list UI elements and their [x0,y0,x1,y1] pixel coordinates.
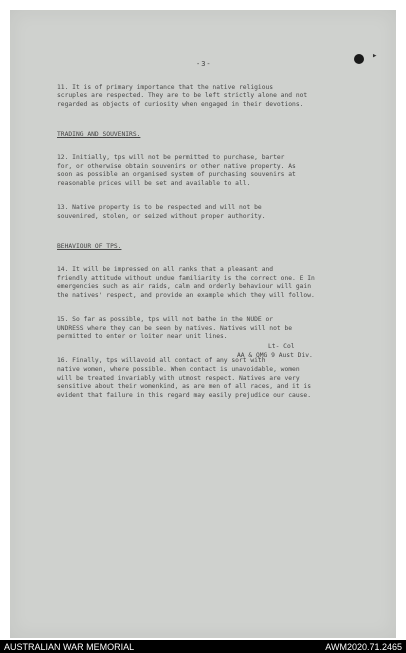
section-heading-behaviour: BEHAVIOUR OF TPS. [57,242,122,250]
footer-institution: AUSTRALIAN WAR MEMORIAL [4,641,135,652]
footer-bar [0,640,406,653]
document-page [10,10,396,638]
paragraph-11: 11. It is of primary importance that the native religious scruples are respected. They are to be left strictly alone and not regarded as objects of curiosity when engaged in their devotions. [57,83,308,108]
paragraph-16: 16. Finally, tps willavoid all contact of any sort with native women, where possible. When contact is unavoidable, women will be treated invariably with utmost respect. Natives are very sensitive about their womenkind, as are men of all races, and it is evident that failure in this regard may easily prejudice our cause. [57,357,312,399]
paragraph-13: 13. Native property is to be respected and will not be souvenired, stolen, or seized without proper authority. [57,204,266,220]
footer-reference: AWM2020.71.2465 [325,641,402,652]
page-number: -3- [196,60,212,68]
section-heading-trading: TRADING AND SOUVENIRS. [57,130,141,138]
signature-title: AA & QMG 9 Aust Div. [237,352,313,359]
document-body [57,75,375,416]
signature-rank: Lt- Col [268,343,295,350]
punch-hole [354,54,364,64]
paragraph-14: 14. It will be impressed on all ranks that a pleasant and friendly attitude without undue familiarity is the correct one. E In emergencies such as air raids, calm and orderly behaviour will gain the natives' respect, and provide an example which they will follow. [57,266,315,299]
corner-mark-icon: ▸ [372,51,378,61]
signature-block [237,342,313,360]
paragraph-15: 15. So far as possible, tps will not bathe in the NUDE or UNDRESS where they can be seen by natives. Natives will not be permitted to enter or loiter near unit lines. [57,316,293,341]
paragraph-12: 12. Initially, tps will not be permitted to purchase, barter for, or otherwise obtain souvenirs or other native property. As soon as possible an organised system of purchasing souvenirs at reasonable prices will be set and available to all. [57,154,296,187]
